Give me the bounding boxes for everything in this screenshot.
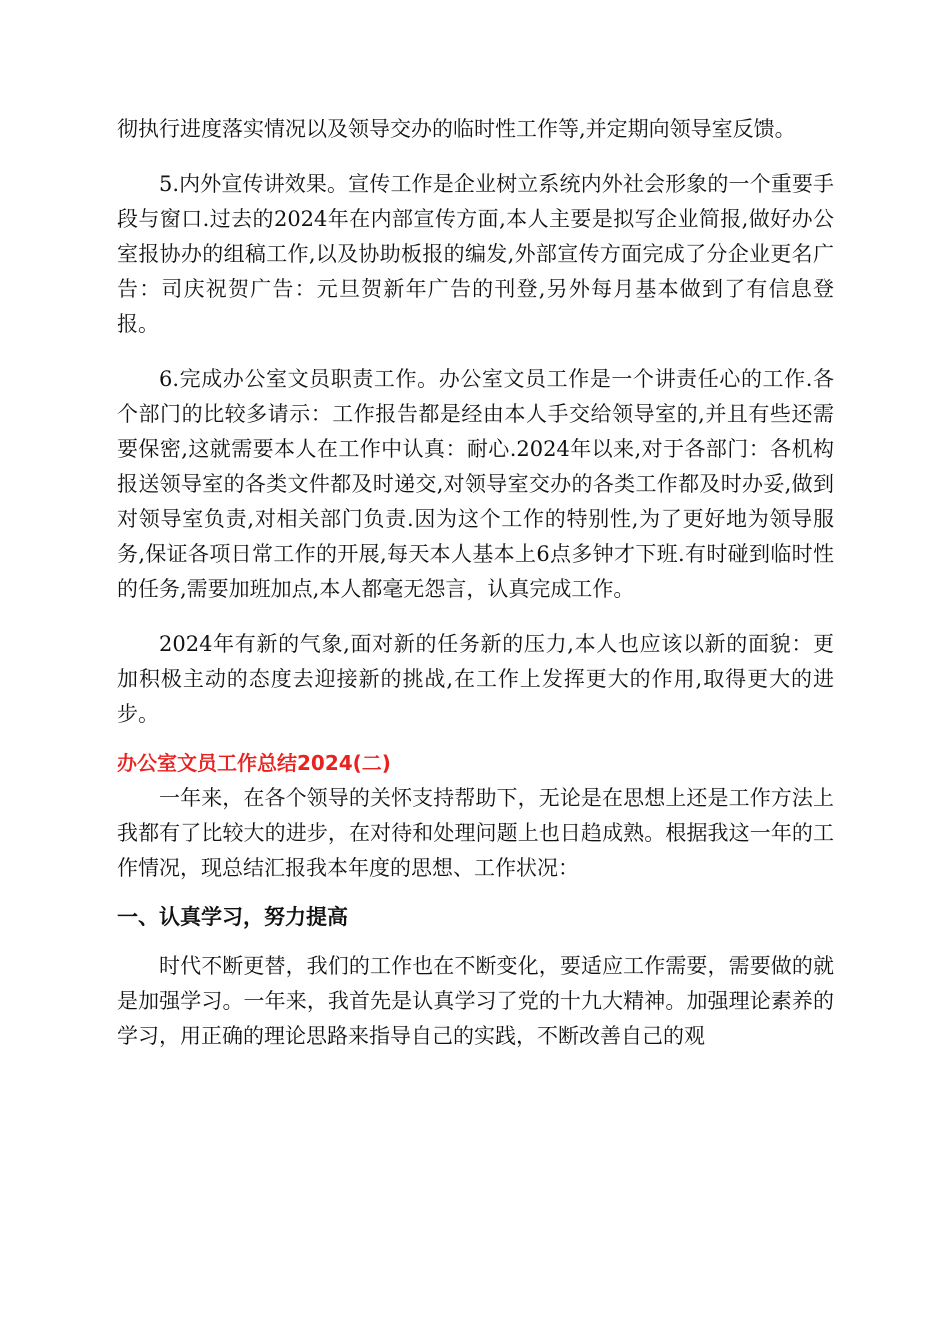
paragraph-study: 时代不断更替，我们的工作也在不断变化，要适应工作需要，需要做的就是加强学习。一年来，我首先是认真学习了党的十九大精神。加强理论素养的学习，用正确的理论思路来指导自己的实践，不断改善自己的观 bbox=[117, 954, 834, 1048]
paragraph-outlook: 2024年有新的气象,面对新的任务新的压力,本人也应该以新的面貌：更加积极主动的态度去迎接新的挑战,在工作上发挥更大的作用,取得更大的进步。 bbox=[117, 632, 834, 726]
heading-study: 一、认真学习，努力提高 bbox=[117, 905, 348, 929]
paragraph-continued: 彻执行进度落实情况以及领导交办的临时性工作等,并定期向领导室反馈。 bbox=[117, 117, 796, 141]
paragraph-publicity: 5.内外宣传讲效果。宣传工作是企业树立系统内外社会形象的一个重要手段与窗口.过去的2024年在内部宣传方面,本人主要是拟写企业简报,做好办公室报协办的组稿工作,以及协助板报的编发,外部宣传方面完成了分企业更名广告：司庆祝贺广告：元旦贺新年广告的刊登,另外每月基本做到了有信息登报。 bbox=[117, 172, 834, 336]
paragraph-intro: 一年来，在各个领导的关怀支持帮助下，无论是在思想上还是工作方法上我都有了比较大的进步，在对待和处理问题上也日趋成熟。根据我这一年的工作情况，现总结汇报我本年度的思想、工作状况： bbox=[117, 786, 834, 880]
paragraph-clerk-duties: 6.完成办公室文员职责工作。办公室文员工作是一个讲责任心的工作.各个部门的比较多请示：工作报告都是经由本人手交给领导室的,并且有些还需要保密,这就需要本人在工作中认真：耐心.2024年以来,对于各部门：各机构报送领导室的各类文件都及时递交,对领导室交办的各类工作都及时办妥,做到对领导室负责,对相关部门负责.因为这个工作的特别性,为了更好地为领导服务,保证各项日常工作的开展,每天本人基本上6点多钟才下班.有时碰到临时性的任务,需要加班加点,本人都毫无怨言，认真完成工作。 bbox=[117, 367, 834, 601]
section-title: 办公室文员工作总结2024(二) bbox=[117, 751, 391, 775]
